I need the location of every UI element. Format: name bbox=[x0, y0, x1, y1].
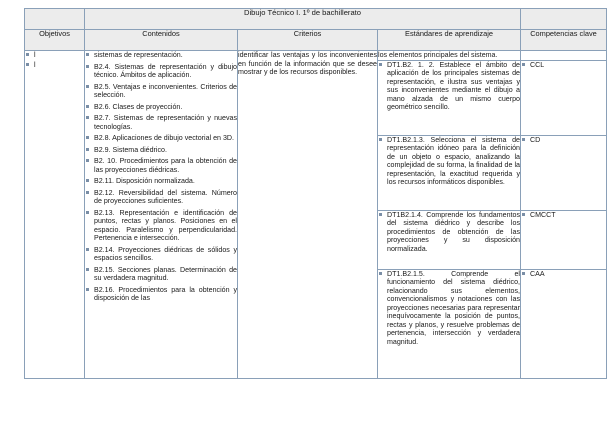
contenido-item: B2.12. Reversibilidad del sistema. Número de proyecciones suficientes. bbox=[85, 189, 237, 206]
header-contenidos: Contenidos bbox=[85, 30, 238, 51]
competencia-cell-1 bbox=[521, 60, 607, 135]
contenidos-cell bbox=[85, 51, 238, 379]
contenido-item: B2.14. Proyecciones diédricas de sólidos y espacios sencillos. bbox=[85, 246, 237, 263]
estandar-text: los elementos principales del sistema. bbox=[378, 51, 498, 59]
competencia-cell-2 bbox=[521, 135, 607, 210]
title-row bbox=[25, 9, 607, 30]
header-estandares: Estándares de aprendizaje bbox=[378, 30, 521, 51]
estandar-cell-2 bbox=[378, 135, 521, 210]
criterios-cell bbox=[238, 51, 378, 379]
title-blank-cell bbox=[25, 9, 85, 30]
header-row bbox=[25, 30, 607, 51]
competencia-label: CCL bbox=[521, 61, 606, 70]
estandar-text: DT1.B2. 1. 2. Establece el ámbito de aplicación de los principales sistemas de representación, e ilustra sus ventajas y sus inconvenientes mediante el dibujo a mano alzada de un mismo cuerpo geométrico sencillo. bbox=[378, 61, 520, 112]
criterio-text: identificar las ventajas y los inconvenientes en función de la información que se desee mostrar y de los recursos disponibles. bbox=[238, 51, 377, 76]
estandar-cell-3 bbox=[378, 210, 521, 269]
contenido-item: B2.5. Ventajas e inconvenientes. Criterios de selección. bbox=[85, 83, 237, 100]
contenido-item: B2.9. Sistema diédrico. bbox=[85, 146, 237, 155]
contenido-item: sistemas de representación. bbox=[85, 51, 237, 60]
contenido-item: B2.7. Sistemas de representación y nuevas tecnologías. bbox=[85, 114, 237, 131]
contenido-item: B2. 10. Procedimientos para la obtención de las proyecciones diédricas. bbox=[85, 157, 237, 174]
contenidos-list bbox=[85, 51, 237, 303]
objetivos-list bbox=[25, 51, 84, 69]
estandar-text: DT1.B2.1.5. Comprende el funcionamiento del sistema diédrico, relacionando sus elementos, convencionalismos y notaciones con las proyecciones necesarias para representar inequívocamente la posición de puntos, rectas y planos, y resuelve problemas de pertenencia, intersección y verdadera magnitud. bbox=[378, 270, 520, 347]
curriculum-table bbox=[24, 8, 607, 379]
estandar-text: DT1.B2.1.3. Selecciona el sistema de representación idóneo para la definición de un objeto o espacio, analizando la complejidad de su forma, la finalidad de la representación, la exactitud requerida y los recursos informáticos disponibles. bbox=[378, 136, 520, 187]
competencia-cell-0 bbox=[521, 51, 607, 61]
competencia-cell-3 bbox=[521, 210, 607, 269]
objetivo-item: l bbox=[25, 51, 84, 60]
estandar-cell-1 bbox=[378, 60, 521, 135]
contenido-item: B2.8. Aplicaciones de dibujo vectorial en 3D. bbox=[85, 134, 237, 143]
contenido-item: B2.15. Secciones planas. Determinación de su verdadera magnitud. bbox=[85, 266, 237, 283]
competencia-label: CAA bbox=[521, 270, 606, 279]
content-row bbox=[25, 51, 607, 61]
header-objetivos: Objetivos bbox=[25, 30, 85, 51]
objetivo-item: l bbox=[25, 61, 84, 70]
header-competencias: Competencias clave bbox=[521, 30, 607, 51]
competencia-cell-4 bbox=[521, 269, 607, 378]
contenido-item: B2.4. Sistemas de representación y dibujo técnico. Ámbitos de aplicación. bbox=[85, 63, 237, 80]
contenido-item: B2.11. Disposición normalizada. bbox=[85, 177, 237, 186]
estandar-cell-4 bbox=[378, 269, 521, 378]
estandar-text: DT1B2.1.4. Comprende los fundamentos del sistema diédrico y describe los procedimientos de obtención de las proyecciones y su disposición normalizada. bbox=[378, 211, 520, 254]
contenido-item: B2.13. Representación e identificación de puntos, rectas y planos. Posiciones en el espacio. Paralelismo y perpendicularidad. Pertenencia e intersección. bbox=[85, 209, 237, 243]
estandar-cell-0 bbox=[378, 51, 521, 61]
competencia-label: CMCCT bbox=[521, 211, 606, 220]
header-criterios: Criterios bbox=[238, 30, 378, 51]
objetivos-cell bbox=[25, 51, 85, 379]
contenido-item: B2.6. Clases de proyección. bbox=[85, 103, 237, 112]
contenido-item: B2.16. Procedimientos para la obtención y disposición de las bbox=[85, 286, 237, 303]
title-blank-cell-right bbox=[521, 9, 607, 30]
table-title: Dibujo Técnico I. 1º de bachillerato bbox=[85, 9, 521, 30]
competencia-label: CD bbox=[521, 136, 606, 145]
